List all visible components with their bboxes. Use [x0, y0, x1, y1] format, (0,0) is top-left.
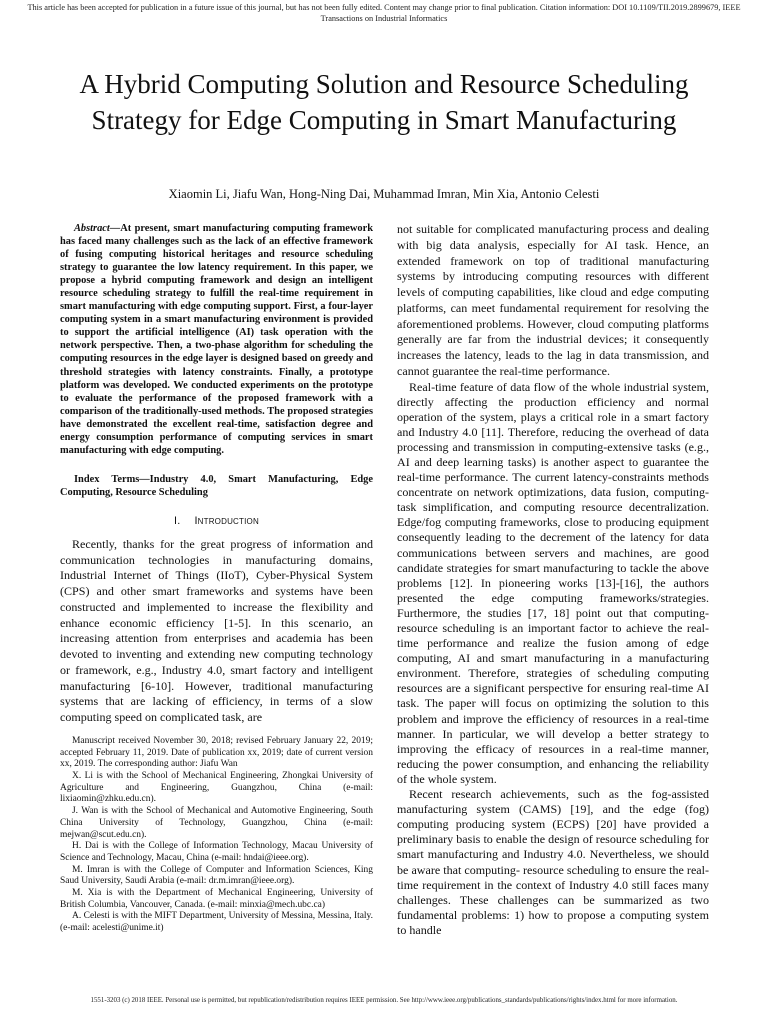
- banner-line-2: Transactions on Industrial Informatics: [320, 14, 448, 23]
- footnote-author-li: X. Li is with the School of Mechanical Engineering, Zhongkai University of Agriculture and Engineering, Guangzhou, China (e-mail: lixiaomin@zhku.edu.cn).: [60, 771, 373, 805]
- left-column: [60, 222, 373, 935]
- right-column: [397, 222, 709, 938]
- footnote-author-wan: J. Wan is with the School of Mechanical and Automotive Engineering, South China University of Technology, Guangzhou, China (e-mail: mejwan@scut.edu.cn).: [60, 806, 373, 840]
- intro-paragraph-3: Recent research achievements, such as the fog-assisted manufacturing system (CAMS) [19], and the edge (fog) computing producing system (ECPS) [20] have provided a preliminary basis to enable the design of resource scheduling for smart manufacturing and Industry 4.0. Nevertheless, we should be aware that computing- resource scheduling to ensure the real-time requirement in the context of Industry 4.0 still faces many challenges. These challenges can be summarized as two fundamental problems: 1) how to propose a computing system to handle: [397, 787, 709, 937]
- banner-line-1: This article has been accepted for publication in a future issue of this journal, but has not been fully edited. Content may change prior to final publication. Citation information: DOI 10.1109/TII.2019.2899679, IEEE: [27, 3, 741, 12]
- abstract-text: —At present, smart manufacturing computing framework has faced many challenges such as the lack of an effective framework of fusing computing historical heritages and resource scheduling strategy to guarantee the low latency requirement. In this paper, we propose a hybrid computing framework and design an intelligent resource scheduling strategy to fulfill the real-time requirement in smart manufacturing with edge computing support. First, a four-layer computing system in a smart manufacturing environment is provided to support the artificial intelligence (AI) task operation with the network perspective. Then, a two-phase algorithm for scheduling the computing resources in the edge layer is designed based on greedy and threshold strategies with latency constraints. Finally, a prototype platform was developed. We conducted experiments on the prototype to evaluate the performance of the proposed framework with a comparison of the traditionally-used methods. The proposed strategies have demonstrated the excellent real-time, satisfaction degree and energy consumption performance of computing services in smart manufacturing with edge computing.: [60, 223, 373, 456]
- footnote-author-imran: M. Imran is with the College of Computer and Information Sciences, King Saud University, Saudi Arabia (e-mail: dr.m.imran@ieee.org).: [60, 864, 373, 887]
- intro-paragraph-2: Real-time feature of data flow of the whole industrial system, directly affecting the production efficiency and normal operation of the system, plays a critical role in a smart factory and Industry 4.0 [11]. Therefore, reducing the overhead of data processing and transmission in computing-extensive tasks (e.g., AI and deep learning tasks) is another aspect to guarantee the real-time performance. The current latency-constraints methods concentrate on network optimizations, data fusion, computing-task simplification, and computing resource decentralization. Edge/fog computing frameworks, close to producing equipment consequently leading to the decrement of the latency for data communications between servers and machines, are good candidate strategies for smart manufacturing to tackle the above problems [12]. In pioneering works [13]-[16], the authors presented the edge computing frameworks/strategies. Furthermore, the studies [17, 18] point out that computing-resource scheduling is an important factor to achieve the real-time performance and realize the fusion among of edge computing, AI and smart manufacturing in a manufacturing environment. Therefore, strategies of scheduling computing resources are a significant perspective for ensuring real-time AI task. The paper will focus on optimizing the solution to this problem and improve the efficiency of resources in a real-time manner. In particular, we will develop a better strategy to improving the efficacy of resources in a real-time manner, reducing the power consumption, and enhancing the reliability of the whole system.: [397, 379, 709, 786]
- intro-paragraph-1: Recently, thanks for the great progress of information and communication technologies in manufacturing domains, Industrial Internet of Things (IIoT), Cyber-Physical System (CPS) and other smart frameworks and systems have been constructed and implemented to increase the flexibility and enhance economic efficiency [1-5]. In this scenario, an increasing attention from enterprises and academia has been devoted to inventing and extending new computing technology or framework, e.g., Industry 4.0, smart factory and intelligent manufacturing [6-10]. However, traditional manufacturing systems that are lacking of efficiency, in terms of a slow computing speed on complicated task, are: [60, 536, 373, 725]
- journal-banner: [0, 2, 768, 24]
- section-number: I.: [174, 514, 181, 527]
- index-terms: Index Terms—Industry 4.0, Smart Manufacturing, Edge Computing, Resource Scheduling: [60, 473, 373, 498]
- section-heading-introduction: [60, 515, 373, 527]
- abstract-lead: Abstract: [74, 223, 110, 234]
- footnote-author-dai: H. Dai is with the College of Information Technology, Macau University of Science and Technology, Macau, China (e-mail: hndai@ieee.org).: [60, 841, 373, 863]
- abstract: [60, 222, 373, 457]
- footnote-author-celesti: A. Celesti is with the MIFT Department, University of Messina, Messina, Italy. (e-mail: acelesti@unime.it): [60, 911, 373, 934]
- footnote-manuscript: Manuscript received November 30, 2018; revised February January 22, 2019; accepted February 11, 2019. Date of publication xx, 2019; date of current version xx, 2019. The corresponding author: Jiafu Wan: [60, 735, 373, 770]
- section-title: Introduction: [194, 514, 259, 527]
- footnote-author-xia: M. Xia is with the Department of Mechanical Engineering, University of British Columbia, Vancouver, Canada. (e-mail: minxia@mech.ubc.ca): [60, 888, 373, 910]
- intro-paragraph-1-continued: not suitable for complicated manufacturing process and dealing with big data analysis, especially for AI task. Hence, an extended framework on top of traditional manufacturing systems by introducing computing resources with different levels of computing capabilities, like cloud and edge computing platforms, can meet fundamental requirement for resolving the aforementioned problems. However, cloud computing platforms generally are far from the industrial devices; it consequently increases the latency, leads to the lag in data transmission, and cannot guarantee the real-time performance.: [397, 222, 709, 378]
- footnotes: [60, 736, 373, 935]
- paper-title: A Hybrid Computing Solution and Resource Scheduling Strategy for Edge Computing in Smart Manufacturing: [79, 69, 689, 135]
- copyright-footer: 1551-3203 (c) 2018 IEEE. Personal use is permitted, but republication/redistribution requires IEEE permission. See http://www.ieee.org/publications_standards/publications/rights/index.html for more information.: [90, 997, 678, 1004]
- paper-authors: Xiaomin Li, Jiafu Wan, Hong-Ning Dai, Muhammad Imran, Min Xia, Antonio Celesti: [168, 187, 600, 201]
